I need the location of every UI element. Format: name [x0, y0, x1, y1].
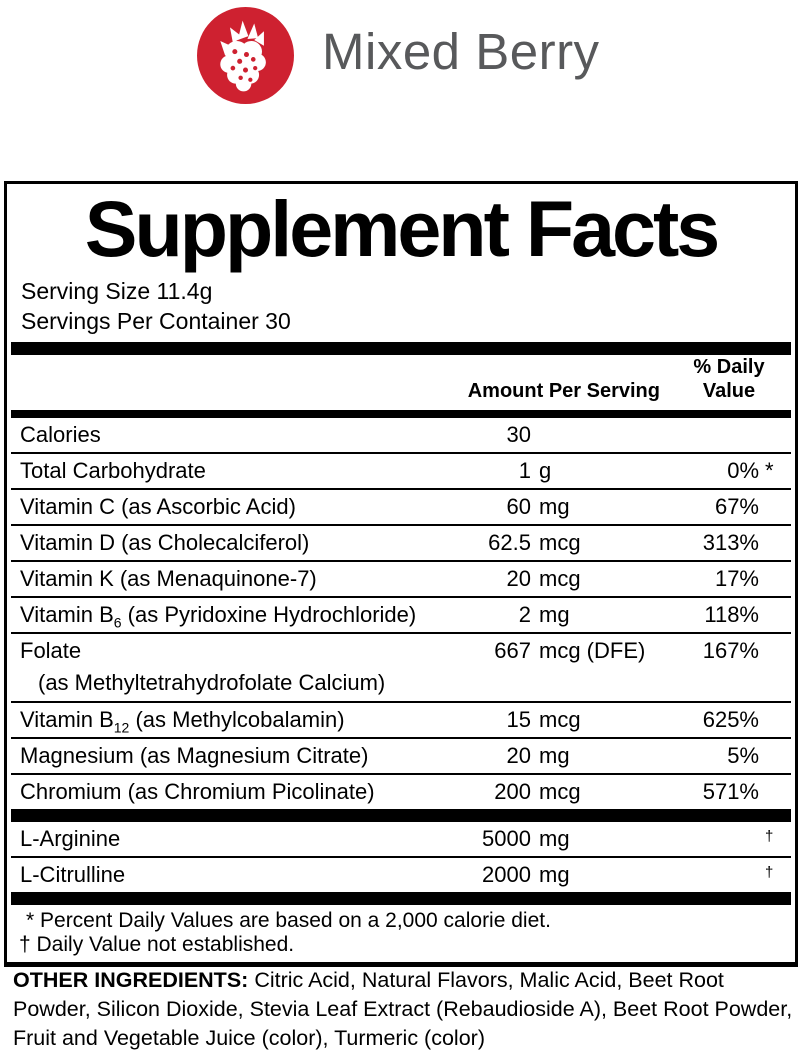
table-row [11, 488, 791, 524]
flavor-name: Mixed Berry [322, 23, 600, 80]
table-row [11, 452, 791, 488]
amount-value: 667 [494, 638, 531, 663]
amount-value: 2 [518, 602, 531, 627]
amount-unit: mcg (DFE) [539, 638, 646, 663]
daily-value: 67% [714, 494, 759, 519]
nutrient-name: Chromium (as Chromium Picolinate) [20, 779, 375, 804]
amount-unit: mg [539, 602, 570, 627]
table-row [11, 856, 791, 892]
daily-value: 17% [714, 566, 759, 591]
nutrient-name: L-Arginine [20, 826, 121, 851]
table-row [11, 596, 791, 632]
nutrient-name: Folate [20, 638, 82, 663]
table-row [11, 560, 791, 596]
daily-value-column-header: % Daily Value [693, 356, 765, 402]
nutrient-name: Calories [20, 422, 101, 447]
nutrient-name: Vitamin C (as Ascorbic Acid) [20, 494, 296, 519]
nutrient-subname: (as Methyltetrahydrofolate Calcium) [38, 670, 386, 695]
daily-value: 0% [727, 458, 759, 483]
amount-unit: mg [539, 826, 570, 851]
amount-value: 20 [506, 566, 531, 591]
amount-value: 200 [494, 779, 531, 804]
nutrient-name: L-Citrulline [20, 862, 126, 887]
divider-medium-header [11, 410, 791, 418]
amount-value: 5000 [482, 826, 531, 851]
amount-value: 1 [518, 458, 531, 483]
amount-unit: mg [539, 862, 570, 887]
nutrient-name: Vitamin D (as Cholecalciferol) [20, 530, 310, 555]
nutrient-name: Vitamin $B_{12}$ (as Methylcobalamin) [20, 707, 345, 736]
column-headers [7, 355, 795, 410]
table-row [11, 418, 791, 452]
amount-unit: mcg [539, 566, 581, 591]
daily-value: 118% [704, 602, 759, 627]
amount-unit: g [539, 458, 552, 483]
footnote-asterisk: * Percent Daily Values are based on a 2,000 calorie diet. [26, 909, 551, 932]
table-row [11, 737, 791, 773]
other-ingredients-label: OTHER INGREDIENTS: [13, 968, 249, 992]
amount-unit: mcg [539, 530, 581, 555]
berry-icon [197, 7, 294, 104]
nutrient-rows [11, 418, 791, 809]
panel-title: Supplement Facts [84, 184, 718, 273]
daily-value: 167% [702, 638, 759, 663]
amount-value: 62.5 [488, 530, 531, 555]
amount-value: 60 [506, 494, 531, 519]
table-row [11, 524, 791, 560]
other-ingredients-text: Citric Acid, Natural Flavors, Malic Acid, Beet Root Powder, Silicon Dioxide, Stevia Leaf Extract (Rebaudioside A), Beet Root Powder, Fruit and Vegetable Juice (color), Turmeric (color) [13, 968, 793, 1050]
footnote-symbol: † [765, 864, 774, 881]
serving-size: Serving Size 11.4g [21, 278, 213, 304]
table-row [11, 701, 791, 737]
amino-rows [11, 822, 791, 892]
footnotes [7, 905, 795, 962]
amount-value: 30 [506, 422, 531, 447]
footnote-symbol: † [765, 828, 774, 845]
table-row [11, 822, 791, 856]
amount-value: 2000 [482, 862, 531, 887]
daily-value: 313% [702, 530, 759, 555]
amount-value: 15 [506, 707, 531, 732]
table-row [11, 632, 791, 701]
amount-unit: mg [539, 743, 570, 768]
nutrient-name: Total Carbohydrate [20, 458, 206, 483]
other-ingredients [13, 966, 795, 1053]
nutrient-name: Vitamin $B_6$ (as Pyridoxine Hydrochloride) [20, 602, 417, 631]
amount-unit: mcg [539, 779, 581, 804]
serving-info [7, 276, 795, 336]
amount-value: 20 [506, 743, 531, 768]
servings-per-container: Servings Per Container 30 [21, 308, 291, 334]
daily-value: 5% [727, 743, 759, 768]
nutrient-name: Magnesium (as Magnesium Citrate) [20, 743, 369, 768]
amount-unit: mcg [539, 707, 581, 732]
footnote-symbol: * [765, 458, 774, 483]
daily-value: 571% [702, 779, 759, 804]
footnote-dagger: † Daily Value not established. [19, 933, 295, 956]
supplement-facts-panel [4, 181, 798, 967]
table-row [11, 773, 791, 809]
nutrient-name: Vitamin K (as Menaquinone-7) [20, 566, 317, 591]
brand-header [0, 0, 808, 181]
daily-value: 625% [702, 707, 759, 732]
amount-unit: mg [539, 494, 570, 519]
divider-thick-top [11, 342, 791, 355]
amount-column-header: Amount Per Serving [467, 380, 660, 402]
divider-thick-middle [11, 809, 791, 822]
divider-thick-bottom [11, 892, 791, 905]
